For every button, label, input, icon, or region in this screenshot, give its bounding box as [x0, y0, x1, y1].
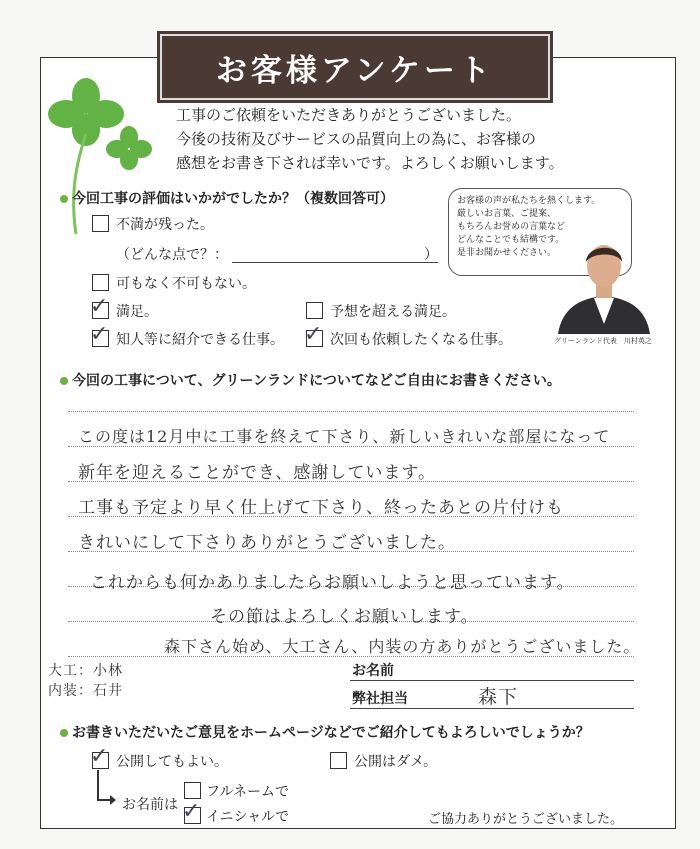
checkbox-recommend[interactable]: [90, 322, 109, 347]
bullet-icon: [60, 729, 68, 737]
portrait-caption: グリーンランド代表 川村英之: [554, 337, 652, 345]
check-mark-icon: ✓: [90, 744, 109, 769]
check-mark-icon: ✓: [90, 294, 109, 319]
arrow-icon: [92, 770, 118, 806]
check-mark-icon: ✓: [304, 322, 323, 347]
option-satisfied-label: 満足。: [116, 304, 158, 320]
intro-line: 今後の技術及びサービスの品質向上の為に、お客様の: [176, 130, 537, 148]
checkbox-public-ng[interactable]: [330, 752, 347, 769]
checkbox-satisfied[interactable]: [90, 294, 109, 319]
writing-line: [68, 411, 634, 412]
detail-close: ）: [424, 247, 438, 263]
bubble-line: どんなことでも結構です。: [457, 235, 565, 245]
staff-input-line[interactable]: [350, 708, 634, 709]
checkbox-dissatisfied[interactable]: [92, 215, 109, 232]
option-exceeded-label: 予想を超える満足。: [330, 304, 456, 320]
bubble-line: 厳しいお言葉、ご提案、: [457, 209, 557, 219]
bubble-line: 是非お聞かせください。: [457, 248, 557, 258]
handwritten-line: きれいにして下さりありがとうございました。: [78, 533, 456, 553]
section2-heading-text: 今回の工事について、グリーンランドについてなどご自由にお書きください。: [72, 373, 561, 389]
page-title: お客様アンケート: [160, 34, 550, 100]
bullet-icon: [60, 195, 68, 203]
option-repeat-label: 次回も依頼したくなる仕事。: [330, 332, 512, 348]
option-dissatisfied-label: 不満が残った。: [116, 217, 214, 233]
section1-heading: [60, 188, 394, 208]
intro-line: 感想をお書き下されば幸いです。よろしくお願いします。: [176, 154, 564, 172]
option-neutral-label: 可もなく不可もない。: [116, 276, 256, 292]
check-mark-icon: ✓: [90, 322, 109, 347]
checkbox-repeat[interactable]: [304, 322, 323, 347]
checkbox-initials[interactable]: [182, 799, 201, 824]
checkbox-exceeded[interactable]: [306, 302, 323, 319]
handwritten-line: 新年を迎えることができ、感謝しています。: [78, 463, 436, 483]
option-recommend-label: 知人等に紹介できる仕事。: [116, 332, 284, 348]
bubble-line: お客様の声が私たちを熱くします。: [457, 196, 601, 206]
intro-line: 工事のご依頼をいただきありがとうございました。: [176, 106, 522, 124]
staff-label: 弊社担当: [352, 691, 408, 707]
name-question-label: お名前は: [122, 797, 178, 813]
public-ok-label: 公開してもよい。: [116, 754, 228, 770]
checkbox-public-ok[interactable]: [90, 744, 109, 769]
clover-small-icon: [104, 124, 154, 174]
fullname-label: フルネームで: [206, 784, 290, 800]
note-carpenter: 大工：小林: [48, 663, 123, 679]
detail-label: （どんな点で？：: [116, 247, 228, 263]
section1-heading-text: 今回工事の評価はいかがでしたか？（複数回答可）: [72, 191, 394, 207]
checkbox-neutral[interactable]: [92, 274, 109, 291]
section2-heading: [60, 370, 561, 390]
bubble-line: もちろんお誉めの言葉など: [457, 222, 566, 232]
checkbox-fullname[interactable]: [184, 782, 201, 799]
section3-heading: [60, 722, 590, 742]
intro-text: [176, 103, 636, 175]
handwritten-line: これからも何かありましたらお願いしようと思っています。: [90, 573, 575, 593]
thanks-text: ご協力ありがとうございました。: [428, 812, 624, 827]
initials-label: イニシャルで: [206, 809, 290, 825]
detail-input-line[interactable]: [232, 262, 438, 263]
staff-value: 森下: [478, 686, 519, 708]
handwritten-line: 工事も予定より早く仕上げて下さり、終ったあとの片付けも: [78, 498, 564, 518]
handwritten-line: 森下さん始め、大工さん、内装の方ありがとうございました。: [164, 637, 641, 656]
bullet-icon: [60, 377, 68, 385]
representative-portrait-image: [550, 232, 658, 334]
handwritten-line: その節はよろしくお願いします。: [210, 607, 479, 627]
handwritten-line: この度は12月中に工事を終えて下さり、新しいきれいな部屋になって: [78, 427, 611, 446]
section3-heading-text: お書きいただいたご意見をホームページなどでご紹介してもよろしいでしょうか？: [72, 725, 590, 741]
name-input-line[interactable]: [350, 680, 634, 681]
note-interior: 内装：石井: [48, 683, 123, 699]
name-label: お名前: [352, 663, 394, 679]
public-ng-label: 公開はダメ。: [354, 754, 438, 770]
check-mark-icon: ✓: [182, 799, 201, 824]
